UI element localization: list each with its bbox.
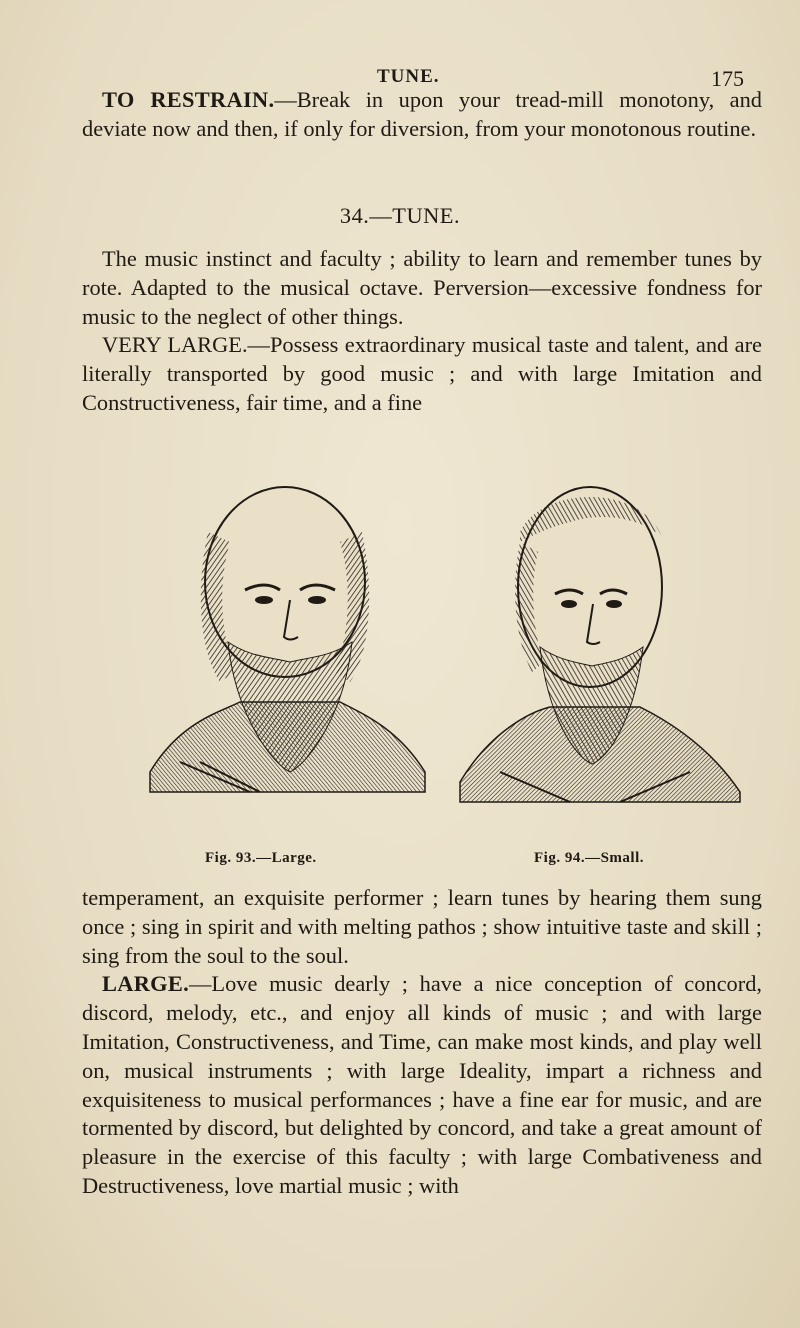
portrait-large-figure xyxy=(140,472,430,866)
body-continuation xyxy=(82,884,762,1201)
portrait-large-illustration xyxy=(140,472,430,842)
portrait-small-figure xyxy=(440,472,750,866)
page-number: 175 xyxy=(711,66,744,91)
figure-pair xyxy=(140,472,750,884)
very-large-label: VERY LARGE. xyxy=(102,332,248,358)
definition-paragraph xyxy=(82,245,762,418)
portrait-small-illustration xyxy=(440,472,750,842)
continuation-text: temperament, an exquisite performer ; learn tunes by hearing them sung once ; sing in spirit and with melting pathos ; show intuitive taste and skill ; sing from the soul to the soul. xyxy=(82,885,762,968)
restrain-text: —Break in upon your tread-mill monotony, and deviate now and then, if only for diversion, from your monotonous routine. xyxy=(82,87,762,141)
restrain-label: TO RESTRAIN. xyxy=(102,87,275,112)
caption-fig-93: Fig. 93.—Large. xyxy=(205,850,317,866)
running-head: TUNE. xyxy=(377,66,440,87)
very-large-text: —Possess extraordinary musical taste and talent, and are literally transported by good music ; and with large Imitation and Constructiveness, fair time, and a fine xyxy=(82,332,762,415)
section-title: 34.—TUNE. xyxy=(339,203,461,228)
caption-fig-94: Fig. 94.—Small. xyxy=(534,850,645,866)
large-label: LARGE. xyxy=(102,971,190,997)
definition-text: The music instinct and faculty ; ability to learn and remember tunes by rote. Adapted to the musical octave. Perversion—excessive fondness for music to the neglect of other things. xyxy=(82,246,762,329)
restrain-paragraph xyxy=(82,86,762,144)
large-text: —Love music dearly ; have a nice conception of concord, discord, melody, etc., and enjoy all kinds of music ; and with large Imitation, Constructiveness, and Time, can make most kinds, and play well on, musical instruments ; with large Ideality, impart a richness and exquisiteness to musical performances ; have a fine ear for music, and are tormented by discord, but delighted by concord, and take a great amount of pleasure in the exercise of this faculty ; with large Combativeness and Destructiveness, love martial music ; with xyxy=(82,971,762,1198)
